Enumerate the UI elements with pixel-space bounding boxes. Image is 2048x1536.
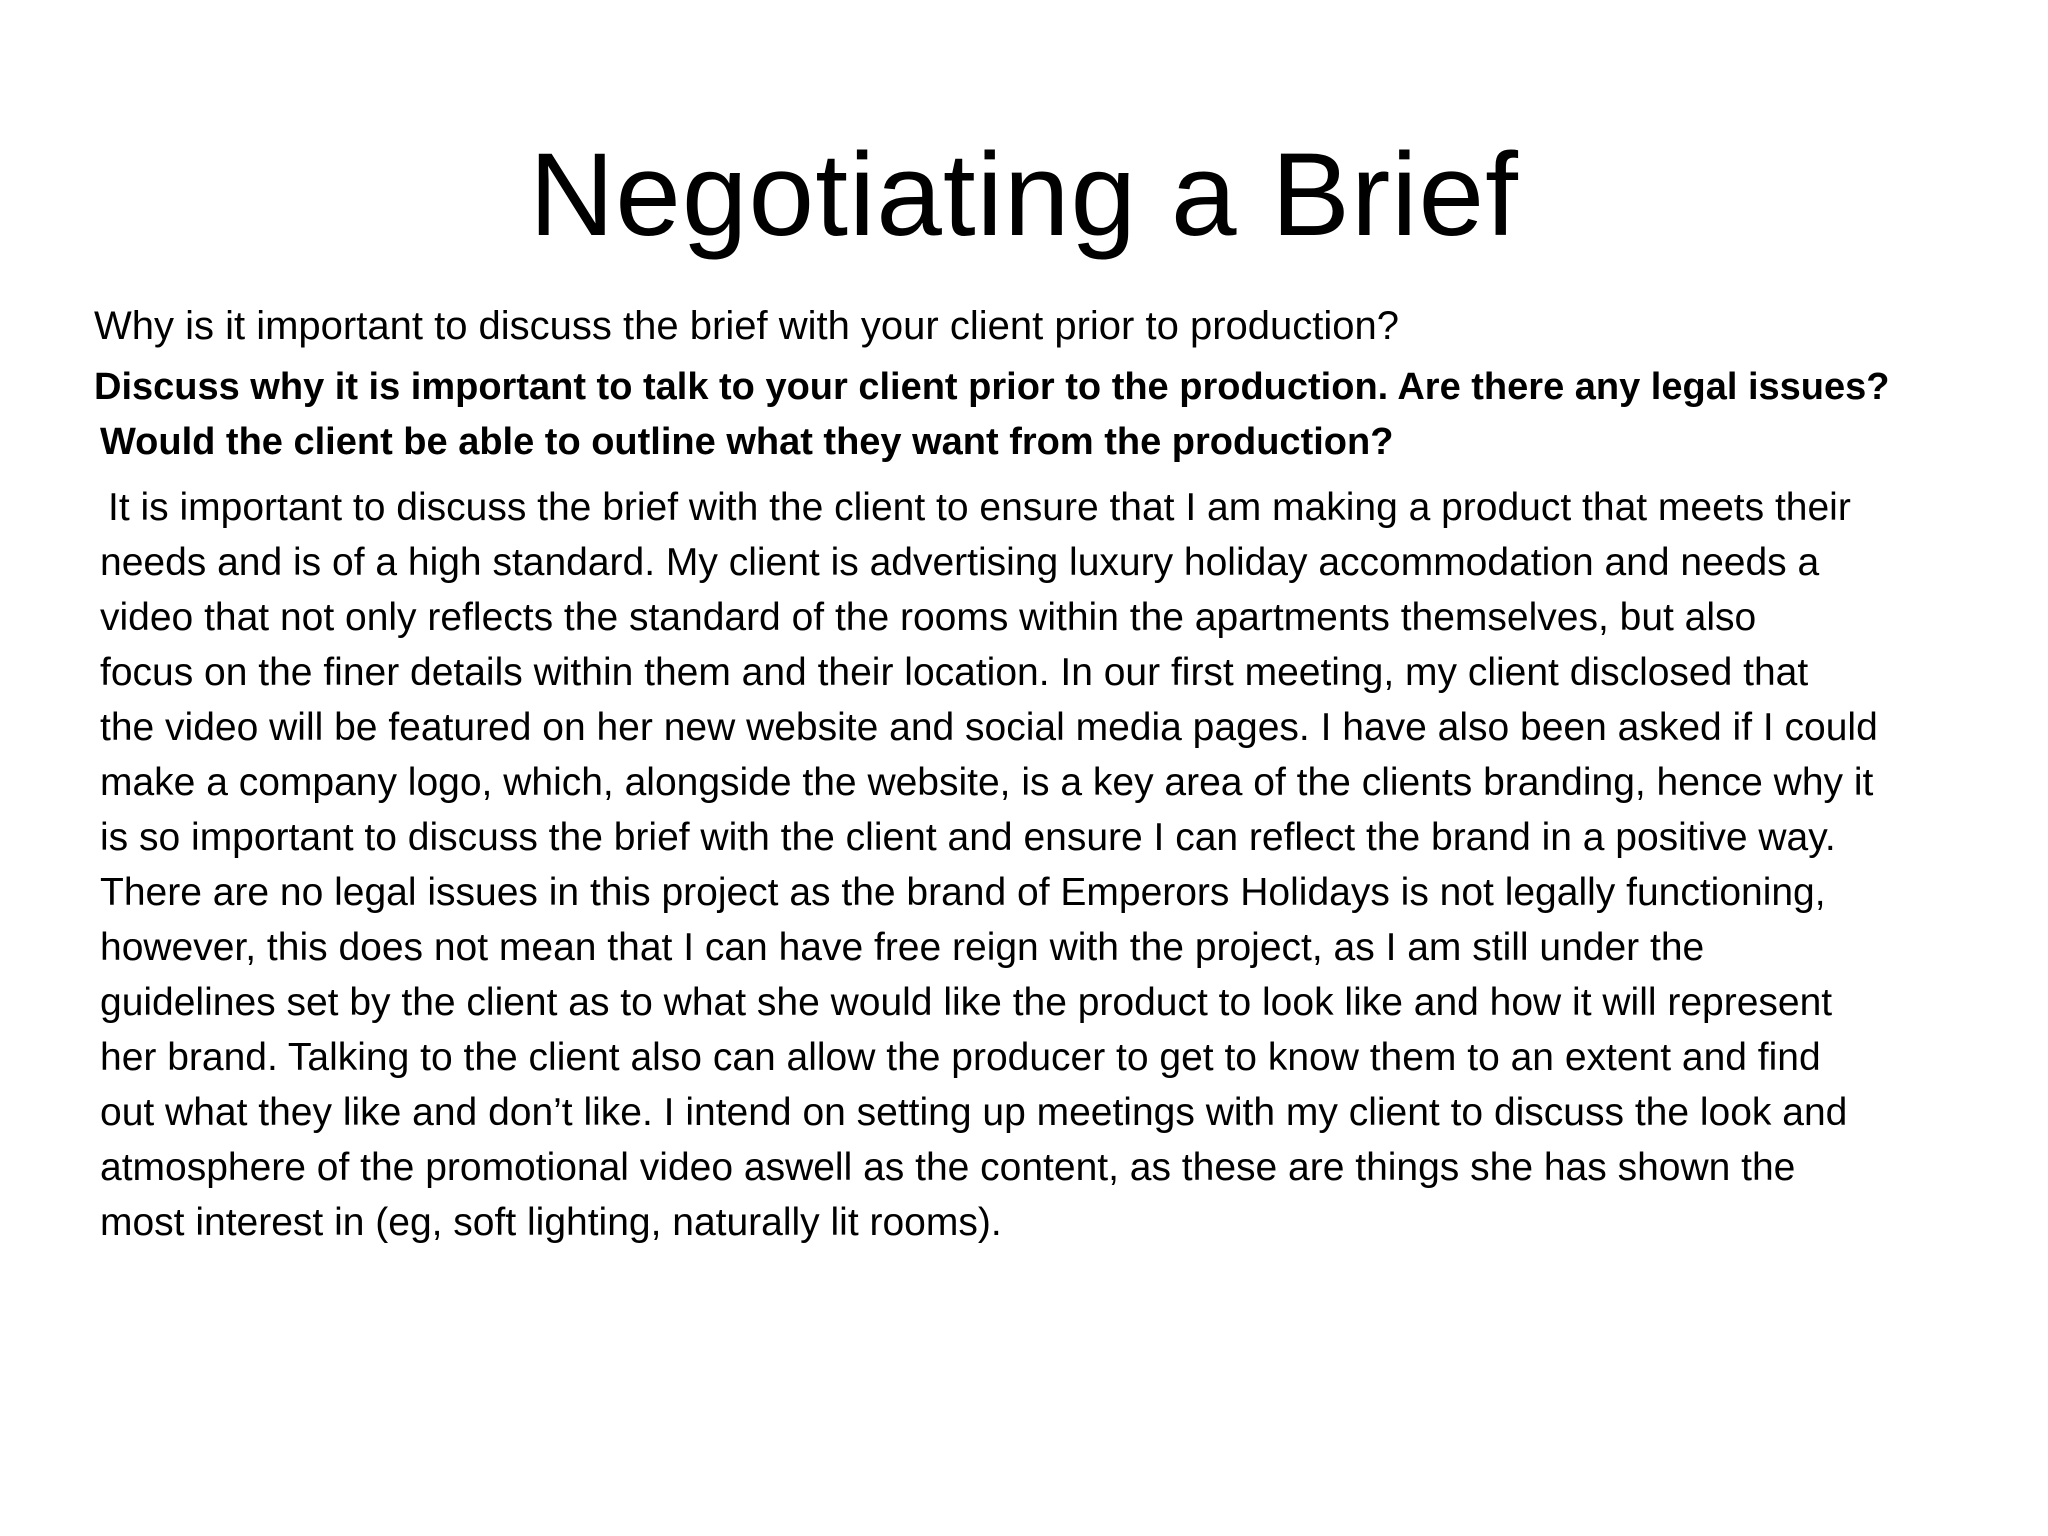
answer-line: however, this does not mean that I can have free reign with the project, as I am still under the bbox=[100, 926, 1705, 969]
answer-line: her brand. Talking to the client also can allow the producer to get to know them to an extent and find bbox=[100, 1036, 1821, 1079]
slide-title: Negotiating a Brief bbox=[529, 129, 1519, 261]
answer-line: out what they like and don’t like. I intend on setting up meetings with my client to discuss the look and bbox=[100, 1091, 1848, 1134]
slide-body bbox=[94, 300, 2024, 1250]
answer-line: focus on the finer details within them and their location. In our first meeting, my client disclosed that bbox=[100, 651, 1809, 694]
answer-line: is so important to discuss the brief with the client and ensure I can reflect the brand in a positive way. bbox=[100, 816, 1836, 859]
answer-line: video that not only reflects the standard of the rooms within the apartments themselves, but also bbox=[100, 596, 1757, 639]
task-prompt bbox=[94, 360, 2024, 470]
answer-line: There are no legal issues in this project as the brand of Emperors Holidays is not legally functioning, bbox=[100, 871, 1826, 914]
question-text: Why is it important to discuss the brief with your client prior to production? bbox=[94, 304, 1399, 348]
answer-line: the video will be featured on her new website and social media pages. I have also been asked if I could bbox=[100, 706, 1878, 749]
answer-paragraph bbox=[94, 480, 2024, 1250]
answer-line: It is important to discuss the brief with the client to ensure that I am making a product that meets their bbox=[108, 486, 1851, 529]
answer-line: atmosphere of the promotional video aswell as the content, as these are things she has shown the bbox=[100, 1146, 1796, 1189]
task-prompt-line-1: Discuss why it is important to talk to your client prior to the production. Are there any legal issues? bbox=[94, 366, 1890, 408]
answer-line: needs and is of a high standard. My client is advertising luxury holiday accommodation and needs a bbox=[100, 541, 1820, 584]
answer-line: guidelines set by the client as to what she would like the product to look like and how it will represent bbox=[100, 981, 1833, 1024]
answer-line: make a company logo, which, alongside the website, is a key area of the clients branding, hence why it bbox=[100, 761, 1874, 804]
answer-line: most interest in (eg, soft lighting, naturally lit rooms). bbox=[100, 1201, 1002, 1244]
task-prompt-line-2: Would the client be able to outline what they want from the production? bbox=[100, 421, 1394, 463]
